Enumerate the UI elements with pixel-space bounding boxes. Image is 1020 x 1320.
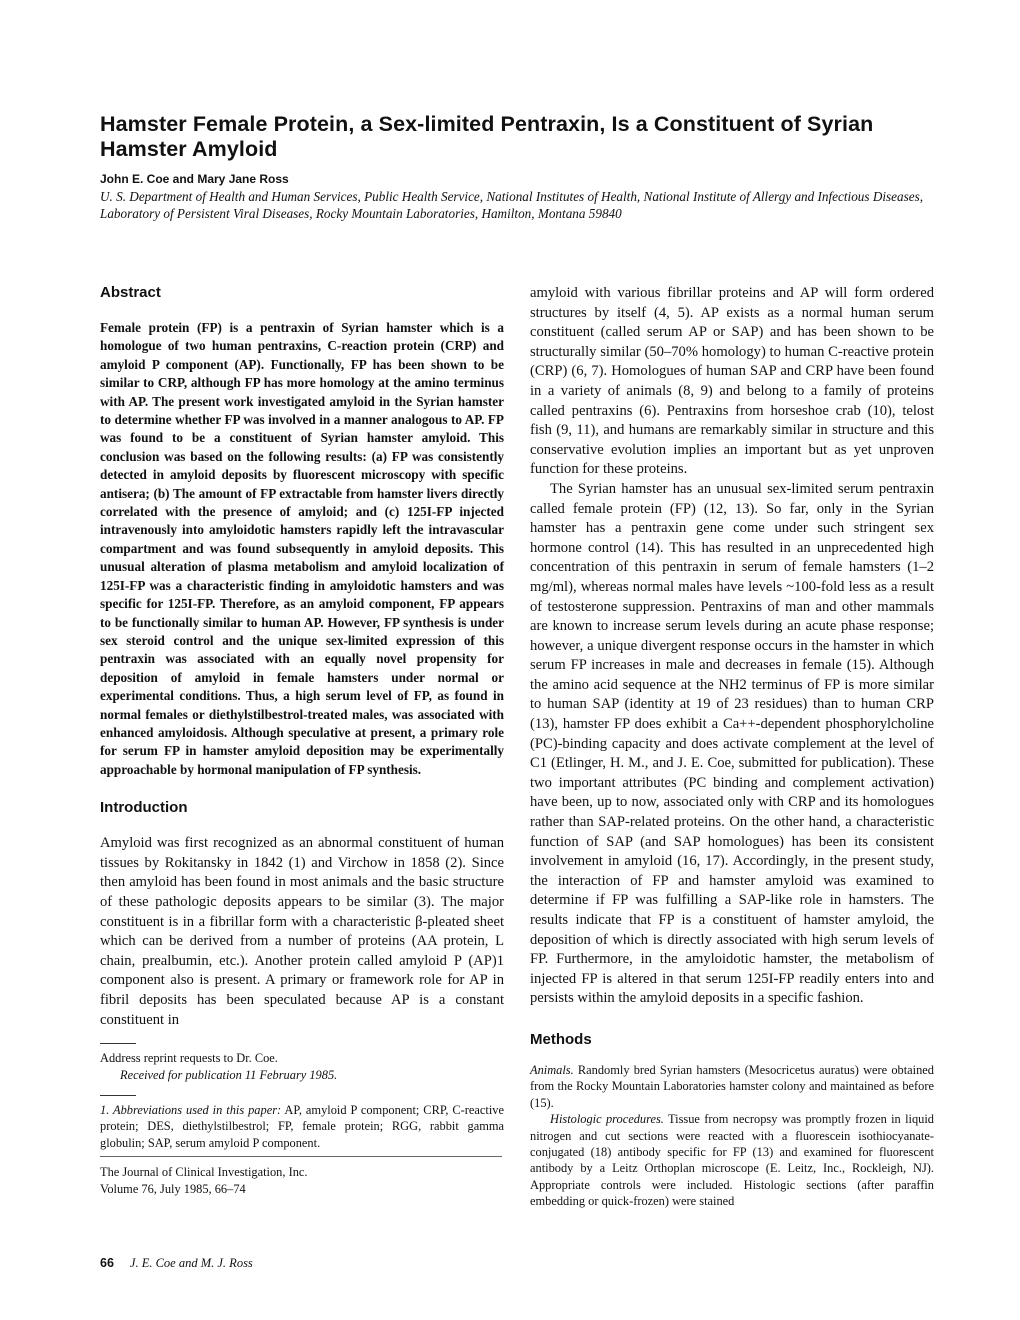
left-column — [100, 284, 504, 1197]
abbreviations-footnote — [100, 1102, 504, 1151]
animals-label: Animals. — [530, 1062, 574, 1077]
footnote-divider — [100, 1095, 136, 1096]
author-list: John E. Coe and Mary Jane Ross — [100, 172, 289, 186]
abbreviations-label: 1. Abbreviations used in this paper: — [100, 1102, 282, 1117]
article-title: Hamster Female Protein, a Sex-limited Pentraxin, Is a Constituent of Syrian Hamster Amyloid — [100, 112, 874, 161]
reprint-note: Address reprint requests to Dr. Coe. — [100, 1051, 278, 1066]
journal-divider — [100, 1156, 502, 1157]
intro-continued-paragraph: amyloid with various fibrillar proteins and AP will form ordered structures by itself (4, 5). AP exists as a normal human serum constituent (called serum AP or SAP) and has been shown to be structurally similar (50–70% homology) to human C-reactive protein (CRP) (6, 7). Homologues of human SAP and CRP have been found in a variety of animals (8, 9) and belong to a family of proteins called pentraxins (6). Pentraxins from horseshoe crab (10), telost fish (9, 11), and humans are remarkably similar in structure and this conservative evolution implies an important but as yet unproven function for these proteins. — [530, 285, 934, 478]
footnote-divider — [100, 1043, 136, 1044]
running-authors: J. E. Coe and M. J. Ross — [129, 1256, 253, 1270]
intro-fp-paragraph: The Syrian hamster has an unusual sex-limited serum pentraxin called female protein (FP) (12, 13). So far, only in the Syrian hamster has a pentraxin gene come under such stringent sex hormone control (14). This has resulted in an unprecedented high concentration of this pentraxin in serum of female hamsters (1–2 mg/ml), whereas normal males have levels ~100-fold less as a result of testosterone suppression. Pentraxins of man and other mammals are known to increase serum levels during an acute phase response; however, a unique divergent response occurs in the hamster in which serum FP increases in male and decreases in female (15). Although the amino acid sequence at the NH2 terminus of FP is more similar to human SAP (identity at 19 of 23 residues) than to human CRP (13), hamster FP does exhibit a Ca++-dependent phosphorylcholine (PC)-binding capacity and does activate complement at the level of C1 (Etlinger, H. M., and J. E. Coe, submitted for publication). These two important attributes (PC binding and complement activation) have been, up to now, associated only with CRP and its homologues rather than SAP-related proteins. On the other hand, a characteristic function of SAP (and SAP homologues) has been its consistent involvement in amyloid (16, 17). Accordingly, in the present study, the interaction of FP and hamster amyloid was examined to determine if FP was fulfilling a SAP-like role in hamsters. The results indicate that FP is a constituent of hamster amyloid, the deposition of which is directly associated with high serum levels of FP. Furthermore, in the amyloidotic hamster, the metabolism of injected FP is altered in that serum 125I-FP readily enters into and persists within the amyloid deposits in a specific fashion. — [530, 480, 934, 1007]
journal-volume: Volume 76, July 1985, 66–74 — [100, 1181, 246, 1196]
methods-heading: Methods — [530, 1030, 592, 1048]
right-column — [530, 284, 934, 1210]
methods-histology — [530, 1111, 934, 1209]
affiliation: U. S. Department of Health and Human Services, Public Health Service, National Institutes of Health, National Institute of Allergy and Infectious Diseases, Laboratory of Persistent Viral Diseases, Rocky Mountain Laboratories, Hamilton, Montana 59840 — [100, 189, 924, 221]
abstract-heading: Abstract — [100, 284, 161, 301]
methods-animals — [530, 1062, 934, 1111]
abbreviations-text: AP, amyloid P component; CRP, C-reactive protein; DES, diethylstilbestrol; FP, female protein; RGG, rabbit gamma globulin; SAP, serum amyloid P component. — [100, 1102, 504, 1150]
journal-name: The Journal of Clinical Investigation, Inc. — [100, 1165, 308, 1180]
abstract-text: Female protein (FP) is a pentraxin of Syrian hamster which is a homologue of two human pentraxins, C-reaction protein (CRP) and amyloid P component (AP). Functionally, FP has been shown to be similar to CRP, although FP has more homology at the amino terminus with AP. The present work investigated amyloid in the Syrian hamster to determine whether FP was involved in a manner analogous to AP. FP was found to be a constituent of Syrian hamster amyloid. This conclusion was based on the following results: (a) FP was consistently detected in amyloid deposits by fluorescent microscopy with specific antisera; (b) The amount of FP extractable from hamster livers directly correlated with the presence of amyloid; and (c) 125I-FP injected intravenously into amyloidotic hamsters rapidly left the intravascular compartment and was found subsequently in amyloid deposits. This unusual alteration of plasma metabolism and amyloid localization of 125I-FP was a characteristic finding in amyloidotic hamsters and was specific for 125I-FP. Therefore, as an amyloid component, FP appears to be functionally similar to human AP. However, FP synthesis is under sex steroid control and the unique sex-limited expression of this pentraxin was associated with an equally novel propensity for deposition of amyloid in female hamsters under normal or experimental conditions. Thus, a high serum level of FP, as found in normal females or diethylstilbestrol-treated males, was associated with enhanced amyloidosis. Although speculative at present, a primary role for serum FP in hamster amyloid deposition may be experimentally approachable by hormonal manipulation of FP synthesis. — [100, 320, 504, 777]
animals-text: Randomly bred Syrian hamsters (Mesocricetus auratus) were obtained from the Rocky Mountain Laboratories hamster colony and maintained as before (15). — [530, 1062, 934, 1110]
introduction-heading: Introduction — [100, 799, 188, 817]
page-footer — [100, 1256, 253, 1271]
histology-label: Histologic procedures. — [550, 1112, 664, 1127]
histology-text: Tissue from necropsy was promptly frozen in liquid nitrogen and cut sections were reacted with a fluorescein isothiocyanate-conjugated (18) antibody specific for FP (13) and examined for fluorescent antibody by a Leitz Orthoplan microscope (E. Leitz, Inc., Rockleigh, NJ). Appropriate controls were included. Histologic sections (after paraffin embedding or quick-frozen) were stained — [530, 1112, 934, 1209]
introduction-text: Amyloid was first recognized as an abnormal constituent of human tissues by Rokitansky in 1842 (1) and Virchow in 1858 (2). Since then amyloid has been found in most animals and the basic structure of these pathologic deposits appears to be similar (3). The major constituent is in a fibrillar form with a characteristic β-pleated sheet which can be derived from a number of proteins (AA protein, L chain, prealbumin, etc.). Another protein called amyloid P (AP)1 component also is present. A primary or framework role for AP in fibril deposits has been speculated because AP is a constant constituent in — [100, 835, 504, 1028]
received-note: Received for publication 11 February 1985. — [120, 1067, 338, 1082]
page-number: 66 — [100, 1256, 114, 1270]
